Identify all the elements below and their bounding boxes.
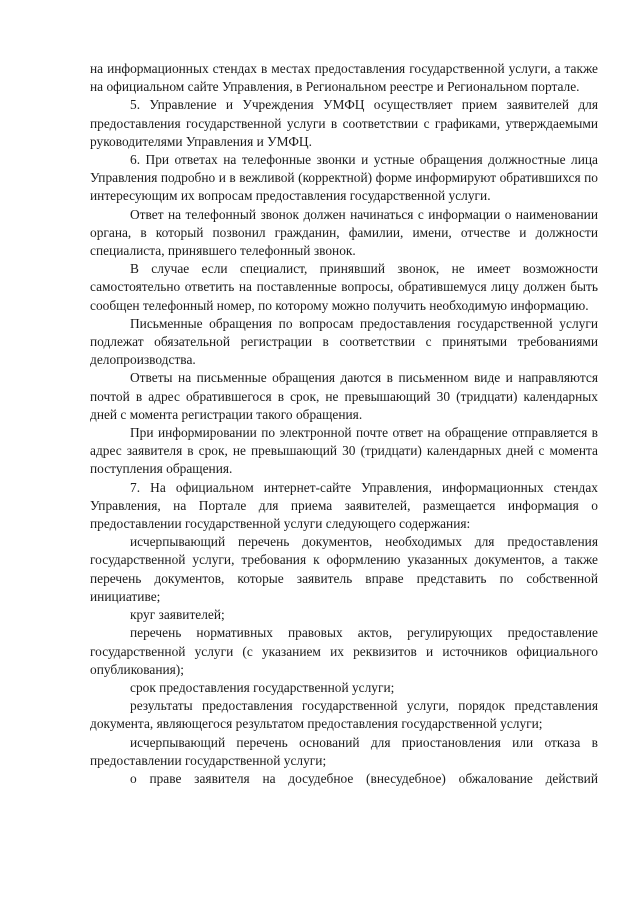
paragraph-phone-redirect: В случае если специалист, принявший звонок, не имеет возможности самостоятельно ответить на поставленные вопросы, обратившемуся лицу должен быть сообщен телефонный номер, по которому можно получить необходимую информацию. [90, 261, 598, 313]
list-item-applicants: круг заявителей; [130, 607, 225, 623]
paragraph-email-answers: При информировании по электронной почте ответ на обращение отправляется в адрес заявителя в срок, не превышающий 30 (тридцати) календарных дней с момента поступления обращения. [90, 425, 598, 477]
list-item-results: результаты предоставления государственной услуги, порядок представления документа, являющегося результатом предоставления государственной услуги; [90, 698, 598, 732]
list-item-refusal-grounds: исчерпывающий перечень оснований для приостановления или отказа в предоставлении государственной услуги; [90, 734, 598, 768]
paragraph-item-5: 5. Управление и Учреждения УМФЦ осуществляет прием заявителей для предоставления государственной услуги в соответствии с графиками, утверждаемыми руководителями Управления и УМФЦ. [90, 97, 598, 149]
paragraph-item-7: 7. На официальном интернет-сайте Управления, информационных стендах Управления, на Портале для приема заявителей, размещается информация о предоставлении государственной услуги следующего содержания: [90, 479, 598, 532]
paragraph-continuation: на информационных стендах в местах предоставления государственной услуги, а также на официальном сайте Управления, в Региональном реестре и Региональном портале. [90, 61, 598, 95]
list-item-legal-acts: перечень нормативных правовых актов, регулирующих предоставление государственной услуги (с указанием их реквизитов и источников официального опубликования); [90, 625, 598, 677]
paragraph-phone-answer: Ответ на телефонный звонок должен начинаться с информации о наименовании органа, в который позвонил гражданин, фамилии, имени, отчестве и должности специалиста, принявшего телефонный звонок. [90, 206, 598, 259]
list-item-appeal-right: о праве заявителя на досудебное (внесудебное) обжалование действий [130, 770, 598, 786]
paragraph-written-answers: Ответы на письменные обращения даются в письменном виде и направляются почтой в адрес обратившегося в срок, не превышающий 30 (тридцати) календарных дней с момента регистрации такого обращения. [90, 370, 598, 422]
list-item-term: срок предоставления государственной услуги; [130, 679, 395, 695]
paragraph-written-registration: Письменные обращения по вопросам предоставления государственной услуги подлежат обязательной регистрации в соответствии с принятыми требованиями делопроизводства. [90, 315, 598, 368]
list-item-documents: исчерпывающий перечень документов, необходимых для предоставления государственной услуги, требования к оформлению указанных документов, а также перечень документов, которые заявитель вправе представить по собственной инициативе; [90, 534, 598, 604]
paragraph-item-6: 6. При ответах на телефонные звонки и устные обращения должностные лица Управления подробно и в вежливой (корректной) форме информируют обратившихся по интересующим их вопросам предоставления государственной услуги. [90, 152, 598, 204]
